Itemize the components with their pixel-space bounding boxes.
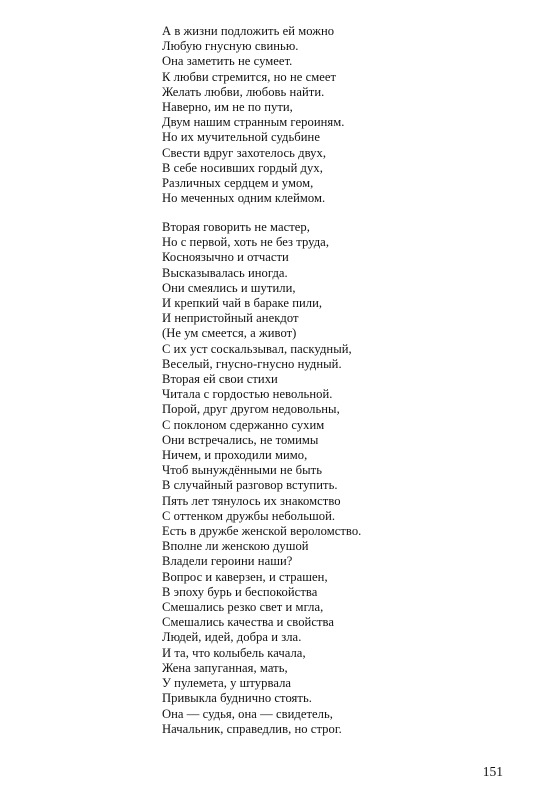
poem-line: Вторая говорить не мастер, [162,220,310,234]
poem-stanza-2 [162,220,361,737]
poem-line: А в жизни подложить ей можно [162,24,335,38]
poem-line: Ничем, и проходили мимо, [162,448,308,463]
poem-line: Владели героини наши? [162,554,293,569]
poem-line: С поклоном сдержанно сухим [162,417,325,432]
poem-line: Начальник, справедлив, но строг. [162,721,342,736]
poem-line: Желать любви, любовь найти. [162,84,325,99]
poem-line: И крепкий чай в бараке пили, [162,296,323,311]
poem-line: Но с первой, хоть не без труда, [162,235,330,250]
poem-line: Но их мучительной судьбине [162,130,320,145]
poem-line: Они встречались, не томимы [162,432,319,447]
poem-line: Косноязычно и отчасти [162,250,289,265]
poem-line: Они смеялись и шутили, [162,280,296,295]
poem-line: Пять лет тянулось их знакомство [162,493,341,508]
poem-line: Любую гнусную свинью. [162,39,299,54]
page-number: 151 [482,764,503,779]
poem-line: Привыкла буднично стоять. [162,691,312,706]
poem-line: Чтоб вынуждёнными не быть [162,463,322,478]
poem-line: В эпоху бурь и беспокойства [162,584,318,599]
poem-line: Различных сердцем и умом, [162,176,314,191]
poem-line: В себе носивших гордый дух, [162,160,323,175]
poem-line: Людей, идей, добра и зла. [162,630,302,645]
poem-line: В случайный разговор вступить. [162,478,338,493]
poem-line: С их уст соскальзывал, паскудный, [162,341,352,356]
poem-line: (Не ум смеется, а живот) [162,326,297,341]
poem-line: Жена запуганная, мать, [162,660,288,675]
poem-line: Смешались резко свет и мгла, [162,600,324,615]
poem-line: У пулемета, у штурвала [162,676,292,691]
poem-line: Смешались качества и свойства [162,615,335,630]
poem-line: Высказывалась иногда. [162,265,288,280]
poem-line: Вопрос и каверзен, и страшен, [162,569,328,584]
poem-line: Вполне ли женскою душой [162,539,309,554]
poem-line: Двум нашим странным героиням. [162,115,345,130]
poem-line: С оттенком дружбы небольшой. [162,508,336,523]
poem-line: И непристойный анекдот [162,311,299,326]
poem-line: Она заметить не сумеет. [162,54,293,69]
poem-line: Веселый, гнусно-гнусно нудный. [162,356,342,371]
poem-line: Свести вдруг захотелось двух, [162,145,327,160]
poem-line: Вторая ей свои стихи [162,372,278,387]
poem-line: Наверно, им не по пути, [162,100,293,115]
poem-stanza-1 [162,24,344,206]
poem-line: Она — судья, она — свидетель, [162,706,333,721]
poem-line: Есть в дружбе женской вероломство. [162,524,362,539]
poem-line: Но меченных одним клеймом. [162,191,326,206]
poem-line: И та, что колыбель качала, [162,645,306,660]
poem-line: Читала с гордостью невольной. [162,387,333,402]
poem-line: Порой, друг другом недовольны, [162,402,340,417]
poem-line: К любви стремится, но не смеет [162,69,337,84]
